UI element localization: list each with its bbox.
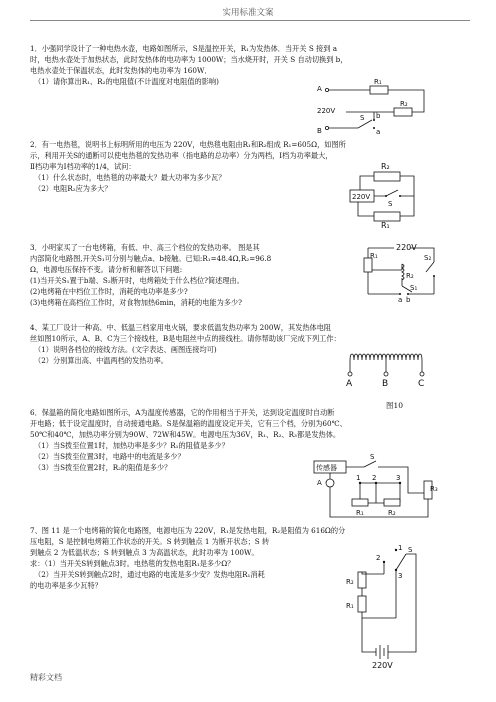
q2-line: （1）什么状态时，电热毯的功率最大？最大功率为多少瓦？ bbox=[34, 173, 226, 182]
q6-r3-label: R₃ bbox=[430, 485, 438, 493]
q7-contact-1-label: 1 bbox=[398, 544, 403, 552]
q7-line: （2）当开关S转到触点2时，通过电路的电流是多少安？发热电阻R₁消耗 bbox=[34, 570, 265, 579]
q7-line: 到触点 2 为低温状态；S 转到触点 3 为高温状态，此时功率为 100W。 bbox=[30, 548, 259, 557]
q6-line: 6．保温箱的简化电路如图所示，A为温度传感器，它的作用相当于开关，达到设定温度时自动断 bbox=[30, 408, 335, 417]
q3-contact-b-label: b bbox=[406, 296, 411, 304]
q3-s2-label: S₂ bbox=[424, 254, 432, 262]
q1-terminal-a-label: A bbox=[317, 85, 322, 93]
q6-line: 50℃和40℃，加热功率分别为90W、72W和45W。电源电压为36V，R₁、R₂、R₃都是发热体。 bbox=[30, 430, 341, 439]
q4-terminal-a-label: A bbox=[346, 379, 353, 389]
q7-line: 压电阻，S 是控制电烤箱工作状态的开关。S 转到触点 1 为断开状态；S 转 bbox=[30, 537, 270, 546]
q3-circuit-diagram bbox=[362, 240, 438, 302]
q7-line: 7、图 11 是一个电烤箱的简化电路图，电源电压为 220V，R₁是发热电阻，R₂是阻值为 616Ω的分 bbox=[30, 526, 346, 535]
q1-switch-label: S bbox=[360, 114, 365, 122]
q2-circuit-diagram bbox=[348, 162, 432, 230]
q1-terminal-b-label: B bbox=[317, 127, 322, 135]
q7-contact-3-label: 3 bbox=[398, 572, 403, 580]
q4-terminal-c-label: C bbox=[418, 379, 425, 389]
q2-line: 示，利用开关S的通断可以使电热毯的发热功率（指电路的总功率）分为两档，Ⅰ档为功率最大， bbox=[30, 151, 333, 160]
q3-s1-label: S₁ bbox=[410, 284, 418, 292]
q4-terminal-b-label: B bbox=[382, 379, 389, 389]
q3-line: (3)电烤箱在高档位工作时，对食物加热6min，消耗的电能为多少? bbox=[30, 298, 243, 307]
q3-voltage-label: 220V bbox=[396, 243, 417, 252]
q2-switch-label: S bbox=[388, 200, 393, 208]
q1-line: （1）请你算出R₁、R₂的电阻值(不计温度对电阻值的影响) bbox=[34, 77, 219, 86]
q7-line: 的电功率是多少瓦特？ bbox=[30, 581, 102, 590]
q7-r1-label: R₁ bbox=[346, 602, 354, 610]
q3-contact-a-label: a bbox=[398, 296, 403, 304]
q4-line: （1）说明各档位的接线方法。(文字表达、画图连接均可) bbox=[34, 345, 217, 354]
q1-line: 1．小强同学设计了一种电热水壶，电路如图所示，S是温控开关，R₁为发热体．当开关 S 接到 a bbox=[30, 44, 337, 53]
q4-line: 4、某工厂设计一种高、中、低温三档家用电火锅，要求低温发热功率为 200W，其发热体电阻 bbox=[30, 323, 332, 332]
q6-line: （1）当S拨至位置1时，加热功率是多少？R₁的阻值是多少？ bbox=[34, 441, 229, 450]
q3-line: Ω，电源电压保持不变。请分析和解答以下问题: bbox=[30, 265, 183, 274]
q7-voltage-label: 220V bbox=[372, 661, 393, 670]
q7-switch-label: S bbox=[408, 546, 413, 554]
q6-r2-label: R₂ bbox=[388, 509, 396, 517]
q4-line: 丝如图10所示，A、B、C为三个接线柱，B是电阻丝中点的接线柱。请你帮助该厂完成下列工作： bbox=[30, 334, 341, 343]
q2-r1-label: R₁ bbox=[381, 221, 390, 230]
q1-line: 电热水壶处于保温状态，此时发热体的电功率为 160W． bbox=[30, 66, 212, 75]
q6-sensor-a-label: A bbox=[317, 479, 322, 487]
q7-circuit-diagram bbox=[346, 544, 432, 670]
q6-sensor-label: 传感器 bbox=[316, 464, 337, 472]
q1-line: 时，电热水壶处于加热状态，此时发热体的电功率为 1000W；当水烧开时，开关 S 自动切换到 b， bbox=[30, 55, 348, 64]
q3-r1-label: R₁ bbox=[370, 252, 378, 260]
q6-position-2-label: 2 bbox=[372, 474, 377, 482]
q3-line: (1)当开关S₁置于b端、S₂断开时，电烤箱处于什么档位?简述理由。 bbox=[30, 276, 244, 285]
q3-r2-label: R₂ bbox=[406, 272, 414, 280]
q1-contact-a-label: a bbox=[376, 128, 381, 136]
page-header: 实用标准文案 bbox=[222, 8, 274, 18]
q4-resistance-wire-diagram bbox=[344, 346, 432, 400]
q6-switch-label: S bbox=[370, 453, 375, 461]
q6-line: （2）当S拨至位置3时，电路中的电流是多少？ bbox=[34, 452, 185, 461]
q2-r2-label: R₂ bbox=[381, 162, 390, 171]
q2-voltage-label: 220V bbox=[352, 193, 371, 201]
q7-contact-2-label: 2 bbox=[376, 554, 381, 562]
page-footer: 精彩文档 bbox=[30, 673, 62, 682]
q6-position-1-label: 1 bbox=[356, 474, 361, 482]
q1-contact-b-label: b bbox=[376, 112, 381, 120]
q1-r2-label: R₂ bbox=[400, 100, 408, 108]
q7-r2-label: R₂ bbox=[346, 578, 354, 586]
q2-line: Ⅱ档功率为Ⅰ档功率的1/4，试问： bbox=[30, 162, 136, 171]
q2-line: （2）电阻R₂应为多大？ bbox=[34, 184, 112, 193]
q2-line: 2．有一电热毯，说明书上标明所用的电压为 220V，电热毯电阻由R₁和R₂组成 R₁=605Ω，如图所 bbox=[30, 140, 346, 149]
q4-figure-caption: 图10 bbox=[386, 401, 404, 410]
q6-circuit-diagram bbox=[312, 453, 436, 523]
q3-line: (2)电烤箱在中档位工作时，消耗的电功率是多少? bbox=[30, 287, 188, 296]
q4-line: （2）分别算出高、中温两档的发热功率。 bbox=[34, 356, 168, 365]
q6-line: 开电路；低于设定温度时，自动接通电路。S是保温箱的温度设定开关，它有三个档，分别为60℃、 bbox=[30, 419, 347, 428]
q6-position-3-label: 3 bbox=[396, 474, 401, 482]
q1-voltage-label: 220V bbox=[317, 107, 336, 115]
q3-line: 3．小明家买了一台电烤箱，有低、中、高三个档位的发热功率。 图是其 bbox=[30, 243, 260, 252]
q1-circuit-diagram bbox=[314, 78, 440, 136]
q6-line: （3）当S拨至位置2时，R₂的阻值是多少？ bbox=[34, 463, 172, 472]
header-rule bbox=[30, 20, 470, 21]
q1-r1-label: R₁ bbox=[374, 78, 382, 86]
q7-line: 求：（1）当开关S转到触点3时。电热毯的发热电阻R₁是多少Ω？ bbox=[30, 559, 235, 568]
q3-line: 内部简化电路图,开关S₁可分别与触点a、b接触。已知:R₁=48.4Ω,R₂=96.8 bbox=[30, 254, 272, 263]
q6-r1-label: R₁ bbox=[356, 509, 364, 517]
